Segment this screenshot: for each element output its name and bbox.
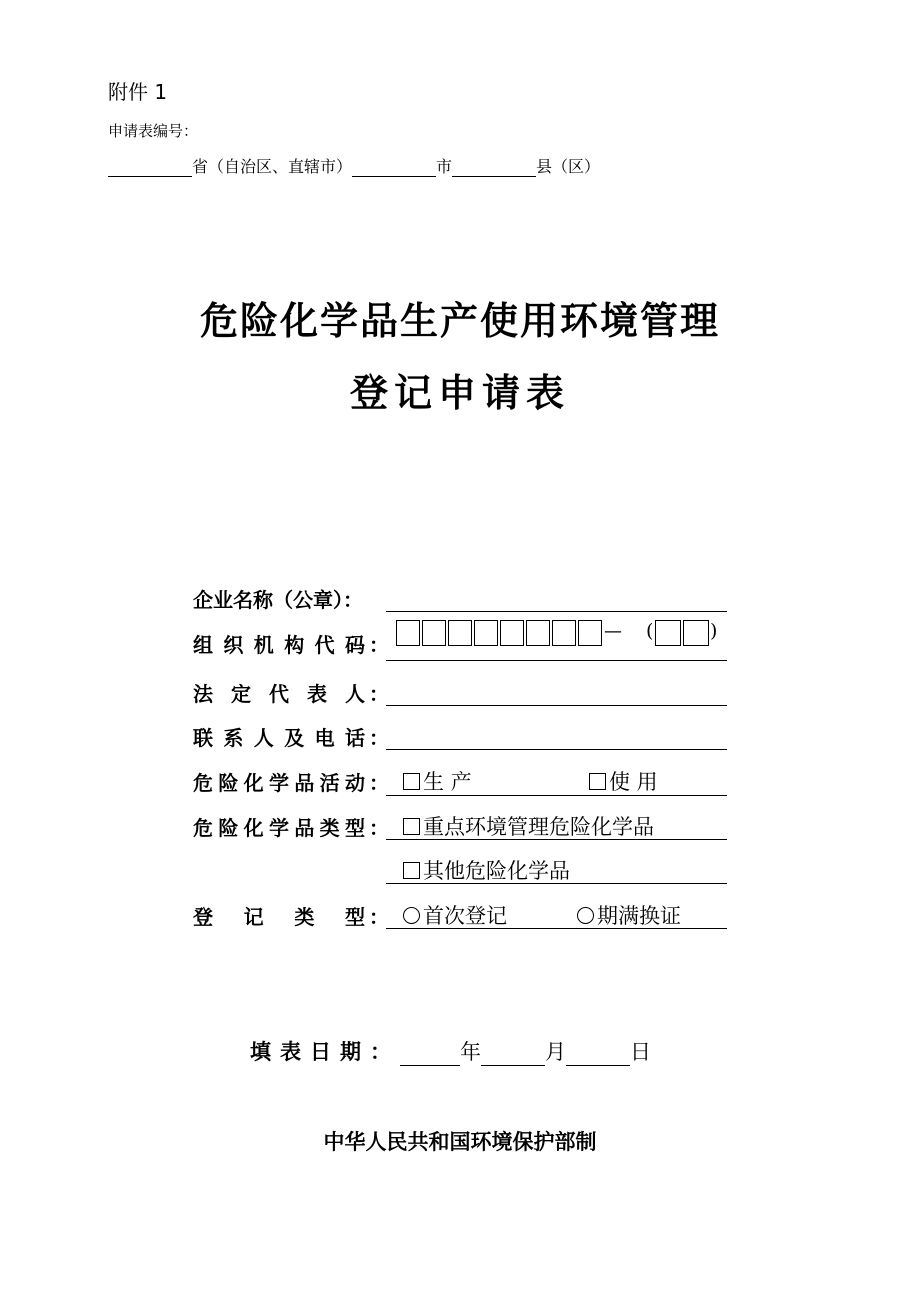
registration-underline: [386, 928, 727, 929]
org-code-dash: —: [604, 621, 622, 642]
region-line: [108, 154, 600, 177]
checkbox-icon: [403, 862, 420, 879]
day-blank[interactable]: [566, 1045, 630, 1066]
county-blank[interactable]: [452, 158, 536, 177]
registration-first-radio[interactable]: 首次登记: [403, 900, 507, 930]
month-blank[interactable]: [481, 1045, 545, 1066]
company-name-field[interactable]: [386, 611, 727, 612]
month-label: 月: [545, 1040, 566, 1064]
org-code-box[interactable]: [396, 620, 420, 646]
type-key-underline: [386, 839, 727, 840]
org-code-check-box[interactable]: [683, 620, 709, 646]
year-blank[interactable]: [400, 1045, 460, 1066]
org-code-box[interactable]: [578, 620, 602, 646]
fill-date-label: 填表日期：: [250, 1040, 400, 1064]
city-blank[interactable]: [352, 158, 436, 177]
org-code-underline: [386, 660, 727, 661]
registration-type-label: 登记类型 ：: [193, 905, 389, 929]
org-code-box[interactable]: [552, 620, 576, 646]
org-code-box[interactable]: [526, 620, 550, 646]
org-code-check-box[interactable]: [655, 620, 681, 646]
legal-rep-label: 法定代表人 ：: [193, 682, 389, 706]
legal-rep-field[interactable]: [386, 705, 727, 706]
activity-underline: [386, 795, 727, 796]
activity-use-checkbox[interactable]: 使 用: [589, 766, 658, 796]
radio-icon: [403, 907, 420, 924]
org-code-box[interactable]: [474, 620, 498, 646]
form-title-line1: 危险化学品生产使用环境管理: [199, 299, 720, 343]
county-label: 县（区）: [536, 157, 601, 176]
year-label: 年: [460, 1040, 481, 1064]
issuer-footer: 中华人民共和国环境保护部制: [323, 1130, 597, 1154]
org-code-box[interactable]: [448, 620, 472, 646]
checkbox-icon: [403, 773, 420, 790]
org-code-box[interactable]: [500, 620, 524, 646]
fill-date-line: [250, 1036, 651, 1066]
radio-icon: [577, 907, 594, 924]
province-label: 省（自治区、直辖市）: [192, 157, 353, 176]
company-name-label: 企业名称（公章）：: [193, 588, 363, 612]
org-code-box[interactable]: [422, 620, 446, 646]
org-code-paren-close: ): [710, 620, 718, 642]
type-other-underline: [386, 883, 727, 884]
org-code-label: 组织机构代码 ：: [193, 633, 389, 657]
attachment-label: 附件 1: [108, 80, 168, 104]
type-key-chemical-checkbox[interactable]: 重点环境管理危险化学品: [403, 811, 654, 841]
application-number-label: 申请表编号：: [108, 122, 199, 140]
chemical-type-label: 危险化学品类型 ：: [193, 816, 389, 840]
registration-renewal-radio[interactable]: 期满换证: [577, 900, 681, 930]
org-code-paren-open: (: [646, 620, 654, 642]
city-label: 市: [436, 157, 453, 176]
checkbox-icon: [403, 818, 420, 835]
activity-label: 危险化学品活动 ：: [193, 771, 389, 795]
checkbox-icon: [589, 773, 606, 790]
type-other-chemical-checkbox[interactable]: 其他危险化学品: [403, 855, 570, 885]
province-blank[interactable]: [108, 158, 192, 177]
day-label: 日: [630, 1040, 651, 1064]
contact-label: 联系人及电话 ：: [193, 726, 389, 750]
contact-field[interactable]: [386, 749, 727, 750]
form-title-line2: 登记申请表: [349, 371, 570, 415]
activity-production-checkbox[interactable]: 生 产: [403, 766, 472, 796]
